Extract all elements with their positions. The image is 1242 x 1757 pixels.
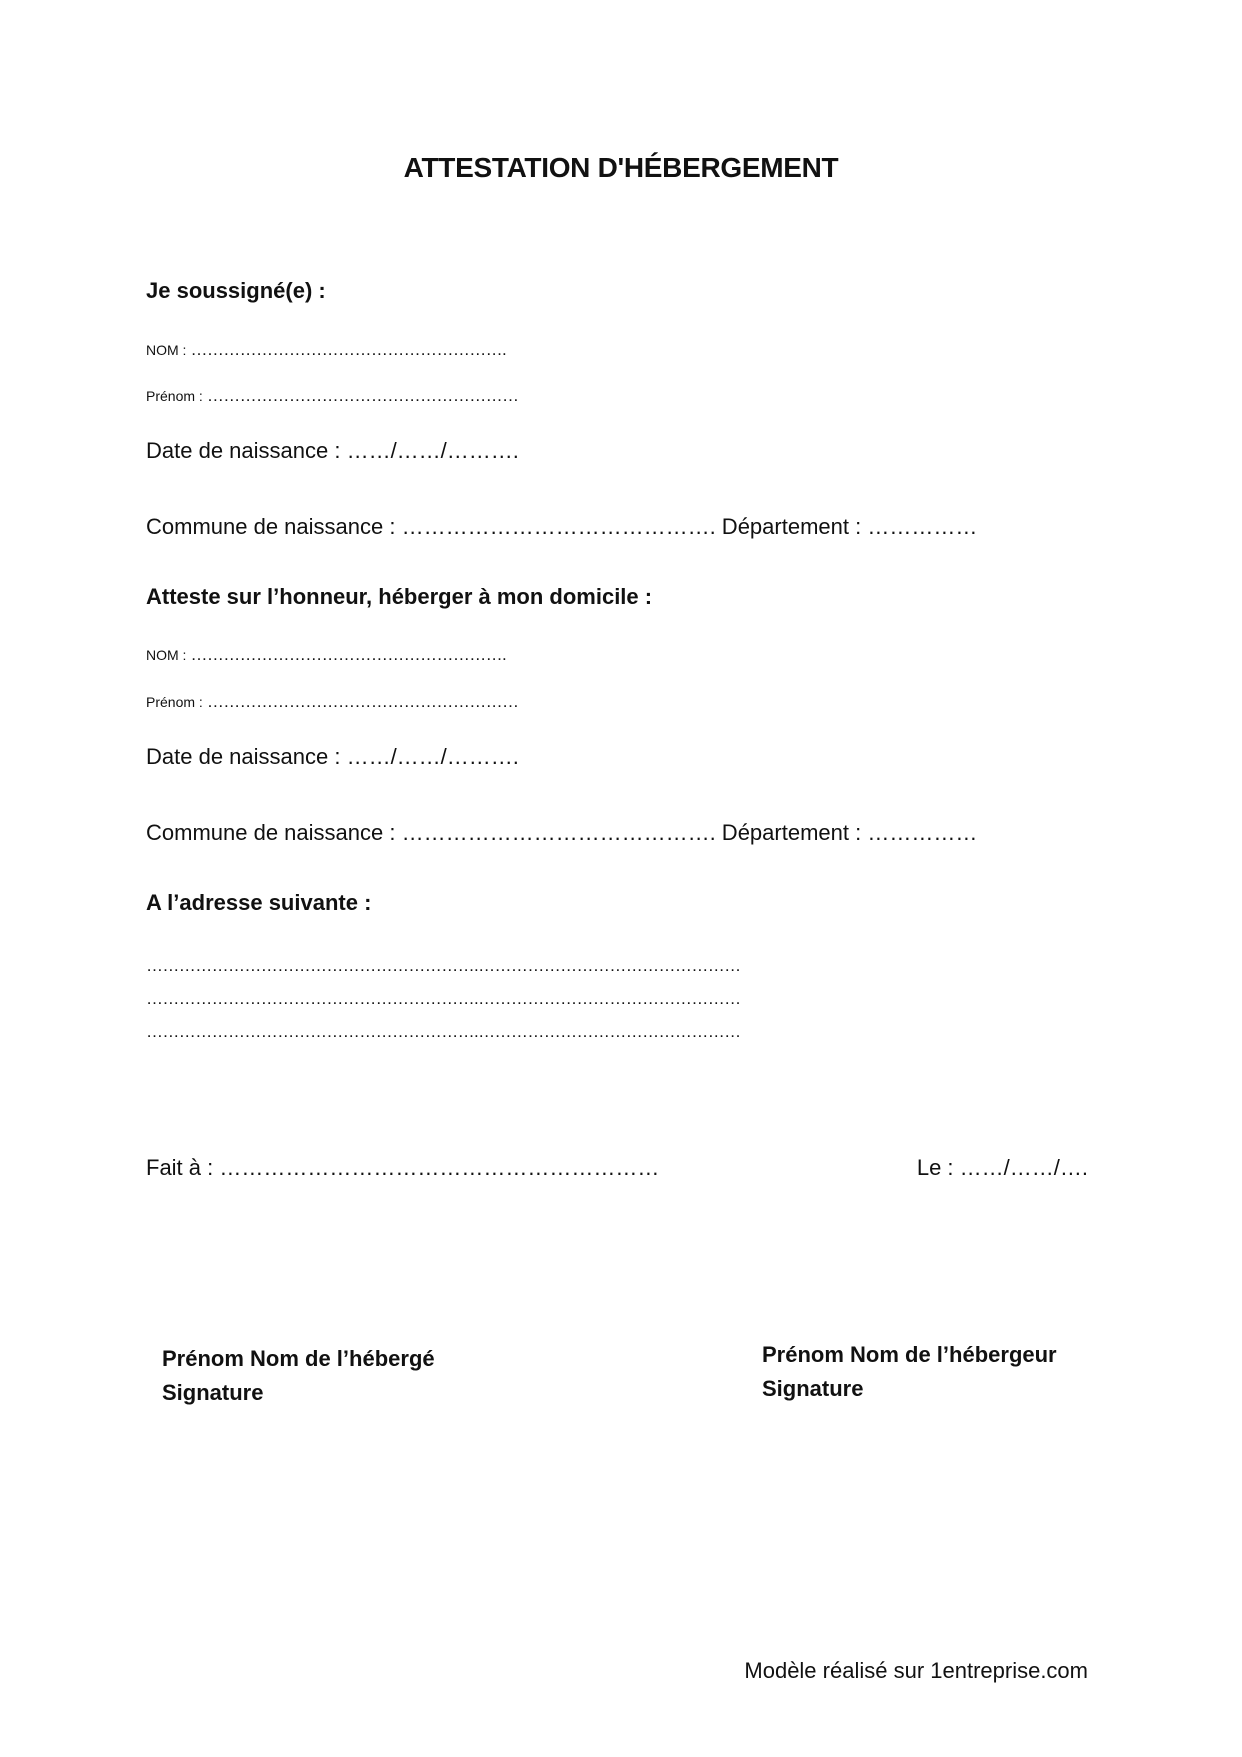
guest-nom-label: NOM : [146, 647, 187, 663]
guest-nom-dots: …………………………………………………. [190, 645, 507, 664]
host-birth-date: Date de naissance : ……/……/………. [146, 438, 519, 463]
guest-signature-label: Signature [162, 1380, 264, 1405]
host-signature-block [762, 1338, 1057, 1406]
host-prenom-field [146, 386, 518, 406]
address-line: …………………………………………………….………………………………………… [146, 989, 741, 1008]
address-heading: A l’adresse suivante : [146, 890, 372, 915]
host-nom-label: NOM : [146, 342, 187, 358]
guest-nom-field [146, 645, 506, 665]
guest-birth-date: Date de naissance : ……/……/………. [146, 744, 519, 769]
address-line: …………………………………………………….………………………………………… [146, 1022, 741, 1041]
host-heading: Je soussigné(e) : [146, 278, 326, 303]
footer-credit: Modèle réalisé sur 1entreprise.com [744, 1658, 1088, 1683]
host-name-label: Prénom Nom de l’hébergeur [762, 1342, 1057, 1367]
guest-prenom-label: Prénom : [146, 694, 203, 710]
date-field: Le : ……/……/…. [916, 1155, 1088, 1180]
host-prenom-dots: ………………………………………………… [206, 386, 519, 405]
place-field: Fait à : …………………………………………………… [146, 1155, 660, 1180]
address-line: …………………………………………………….………………………………………… [146, 956, 741, 975]
guest-prenom-field [146, 692, 518, 712]
host-birth-place: Commune de naissance : ……………………………………. Département : …………… [146, 514, 978, 539]
host-signature-label: Signature [762, 1376, 864, 1401]
guest-signature-block [162, 1342, 435, 1410]
guest-heading: Atteste sur l’honneur, héberger à mon domicile : [146, 584, 653, 609]
host-nom-field [146, 340, 506, 360]
guest-birth-place: Commune de naissance : ……………………………………. Département : …………… [146, 820, 978, 845]
document-title: ATTESTATION D'HÉBERGEMENT [403, 152, 839, 183]
guest-prenom-dots: ………………………………………………… [206, 692, 519, 711]
guest-name-label: Prénom Nom de l’hébergé [162, 1346, 435, 1371]
host-nom-dots: …………………………………………………. [190, 340, 507, 359]
host-prenom-label: Prénom : [146, 388, 203, 404]
